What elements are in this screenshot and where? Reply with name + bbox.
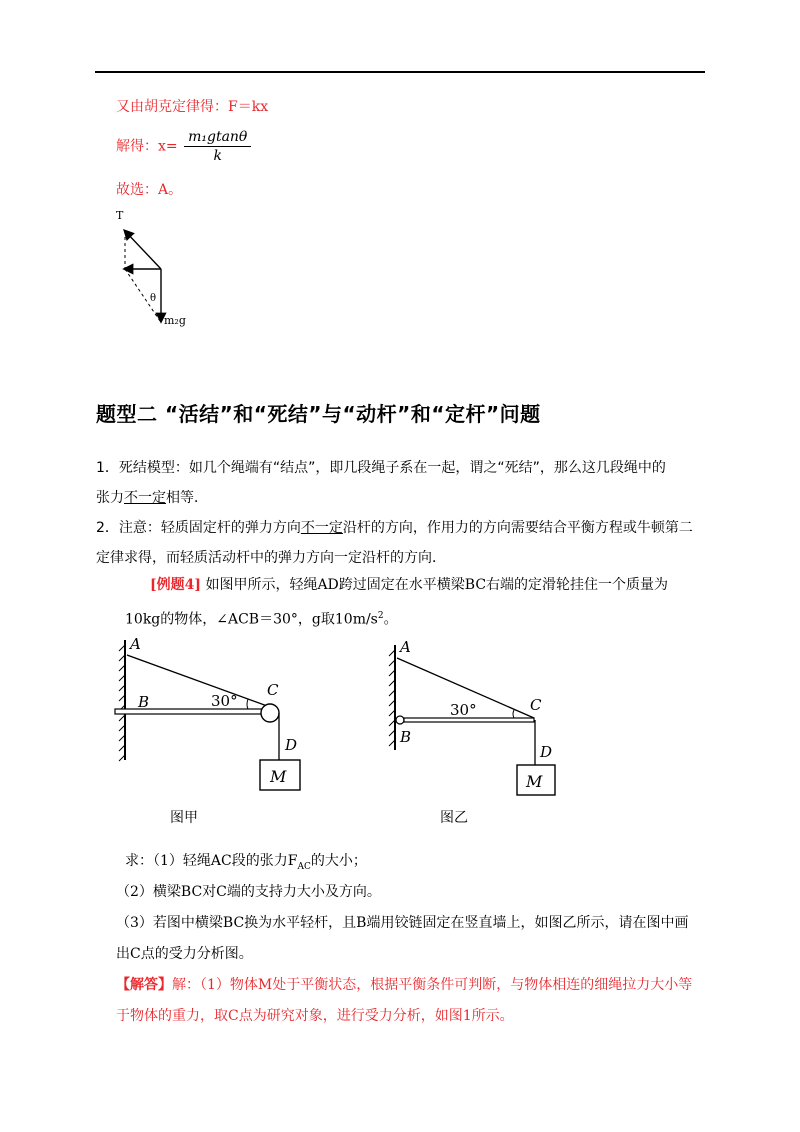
solution-tag: 【解答】 <box>116 977 172 993</box>
label-b-fig-a: B <box>138 693 150 711</box>
label-a-fig-b: A <box>400 640 411 656</box>
question-3-line1: （3）若图中横梁BC换为水平轻杆，且B端用铰链固定在竖直墙上，如图乙所示，请在图中画 <box>116 915 689 931</box>
solve-line <box>116 128 251 165</box>
point1-line2 <box>96 488 208 508</box>
answer-line: 故选：A。 <box>116 182 183 198</box>
section-heading: 题型二 “活结”和“死结”与“动杆”和“定杆”问题 <box>96 402 541 426</box>
angle-label-a: 30° <box>211 692 238 710</box>
point2-line1 <box>96 518 693 538</box>
label-a-fig-a: A <box>130 635 141 653</box>
q1-subscript: AC <box>297 861 311 872</box>
hinge-b <box>396 716 404 724</box>
fraction-numerator: m₁gtanθ <box>184 128 251 147</box>
example-line2-text: 10kg的物体，∠ACB＝30°，g取10m/s <box>125 611 378 628</box>
point2-line1-prefix: 2．注意：轻质固定杆的弹力方向 <box>96 520 301 536</box>
point2-line2: 定律求得，而轻质活动杆中的弹力方向一定沿杆的方向． <box>96 550 446 566</box>
point1-line2-prefix: 张力 <box>96 490 124 506</box>
point1-line2-suffix: 相等． <box>166 490 208 506</box>
solution-line1-text: 解：（1）物体M处于平衡状态，根据平衡条件可判断，与物体相连的细绳拉力大小等 <box>172 977 693 993</box>
solution-line2: 于物体的重力，取C点为研究对象，进行受力分析，如图1所示。 <box>116 1008 514 1024</box>
pulley-a <box>261 704 279 722</box>
point2-underlined: 不一定 <box>300 520 343 536</box>
header-rule <box>95 71 705 73</box>
figure-b <box>380 640 580 805</box>
example-line2-end: 。 <box>383 611 398 628</box>
label-c-fig-b: C <box>530 696 542 714</box>
tension-label: T <box>116 209 124 222</box>
solution-line1 <box>116 975 692 995</box>
example-line2 <box>125 606 398 630</box>
question-3-line2: 出C点的受力分析图。 <box>116 946 253 962</box>
q1-suffix: 的大小； <box>310 853 367 869</box>
tension-vector <box>125 231 161 269</box>
angle-arc-b <box>513 710 514 718</box>
label-d-fig-b: D <box>540 743 553 761</box>
fraction-denominator: k <box>213 148 222 164</box>
angle-label: θ <box>150 293 157 304</box>
label-b-fig-b: B <box>400 728 412 746</box>
fraction <box>184 128 251 165</box>
point1-line1: 1．死结模型：如几个绳端有“结点”，即几段绳子系在一起，谓之“死结”，那么这几段绳中的 <box>96 460 666 476</box>
angle-arc-a <box>247 699 248 709</box>
example-line1 <box>150 575 668 595</box>
caption-figure-b: 图乙 <box>440 810 468 826</box>
point2-line1-suffix: 沿杆的方向，作用力的方向需要结合平衡方程或牛顿第二 <box>342 520 693 536</box>
example-tag: [例题4] <box>150 577 201 593</box>
angle-label-b: 30° <box>450 701 477 719</box>
solve-prefix: 解得：x= <box>116 138 178 155</box>
force-diagram <box>110 205 210 335</box>
weight-label: m₂g <box>164 314 186 327</box>
hooke-law-line: 又由胡克定律得：F＝kx <box>116 99 269 115</box>
label-d-fig-a: D <box>285 736 298 754</box>
question-2: （2）横梁BC对C端的支持力大小及方向。 <box>116 884 381 900</box>
label-c-fig-a: C <box>267 681 279 699</box>
figure-a <box>110 635 330 800</box>
example-line1-text: 如图甲所示，轻绳AD跨过固定在水平横梁BC右端的定滑轮挂住一个质量为 <box>201 577 669 593</box>
caption-figure-a: 图甲 <box>170 810 198 826</box>
point1-underlined: 不一定 <box>124 490 166 506</box>
label-m-fig-a: M <box>270 767 287 786</box>
example-line2-sup: 2 <box>377 611 384 621</box>
question-1 <box>125 851 367 877</box>
q1-prefix: 求：（1）轻绳AC段的张力F <box>125 853 298 869</box>
label-m-fig-b: M <box>526 772 543 791</box>
